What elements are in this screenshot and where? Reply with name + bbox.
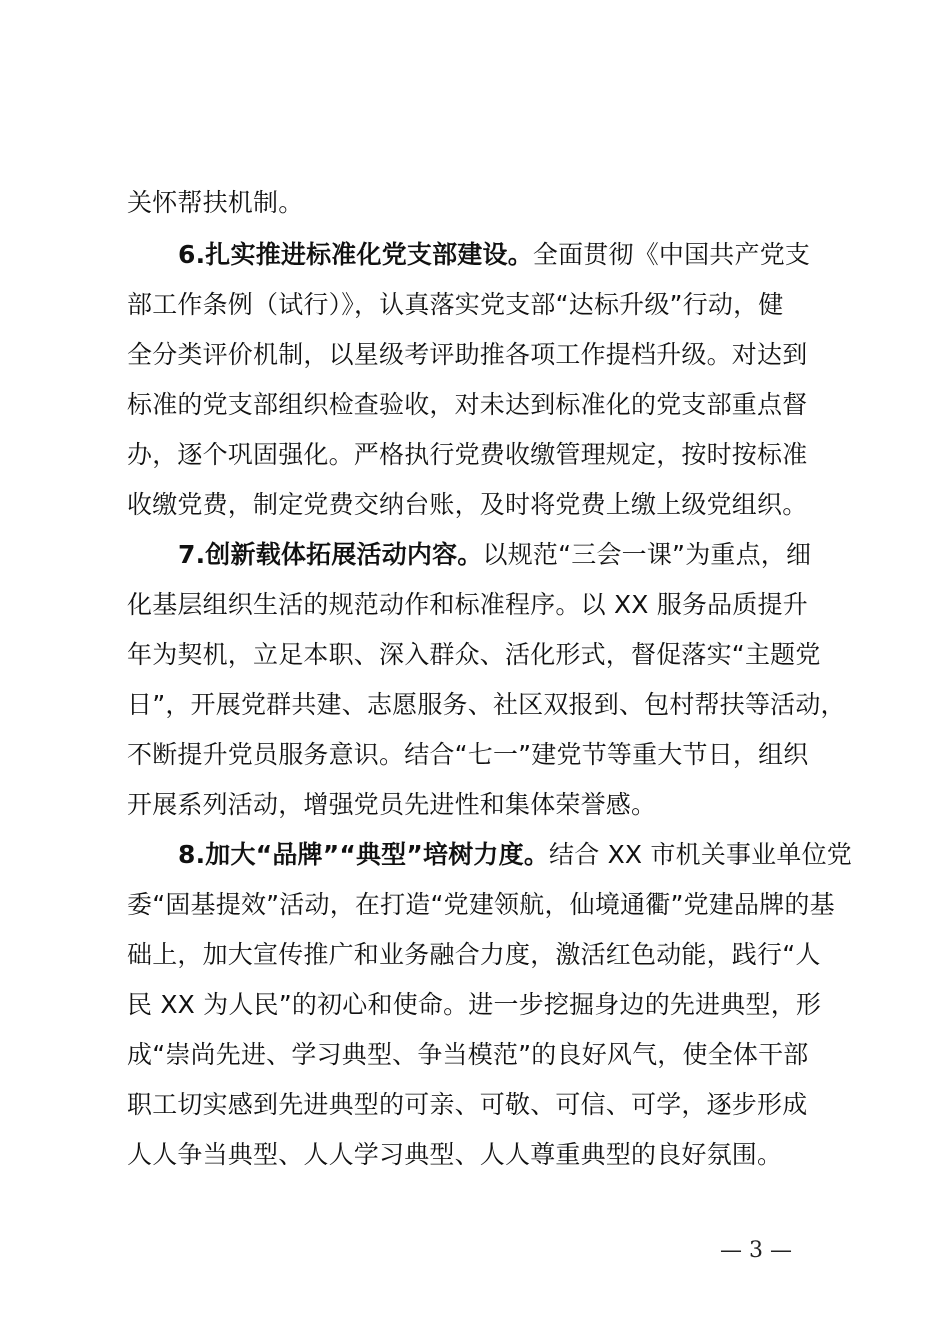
body-text-line: 全分类评价机制，以星级考评助推各项工作提档升级。对达到: [127, 340, 808, 369]
body-text-line: 年为契机，立足本职、深入群众、活化形式，督促落实“主题党: [127, 640, 821, 669]
body-text-line: 办，逐个巩固强化。严格执行党费收缴管理规定，按时按标准: [127, 440, 808, 469]
body-text-inline: 全面贯彻《中国共产党支: [532, 240, 811, 269]
section-8-first-line: [178, 840, 852, 870]
body-text-line: 标准的党支部组织检查验收，对未达到标准化的党支部重点督: [127, 390, 808, 419]
body-text-line: 开展系列活动，增强党员先进性和集体荣誉感。: [127, 790, 657, 819]
body-text-line: 民 XX 为人民”的初心和使命。进一步挖掘身边的先进典型，形: [127, 990, 822, 1019]
body-text-inline: 结合 XX 市机关事业单位党: [549, 840, 852, 869]
body-text-line: 日”，开展党群共建、志愿服务、社区双报到、包村帮扶等活动，: [127, 690, 846, 719]
body-text-line: 成“崇尚先进、学习典型、争当模范”的良好风气，使全体干部: [127, 1040, 809, 1069]
body-text-line: 委“固基提效”活动，在打造“党建领航，仙境通衢”党建品牌的基: [127, 890, 835, 919]
body-text-inline: 以规范“三会一课”为重点，细: [482, 540, 812, 569]
page-number: — 3 —: [720, 1238, 792, 1263]
body-text-line: 收缴党费，制定党费交纳台账，及时将党费上缴上级党组织。: [127, 490, 808, 519]
body-text-line: 职工切实感到先进典型的可亲、可敬、可信、可学，逐步形成: [127, 1090, 808, 1119]
body-text-line: 础上，加大宣传推广和业务融合力度，激活红色动能，践行“人: [127, 940, 821, 969]
body-text-line: 不断提升党员服务意识。结合“七一”建党节等重大节日，组织: [127, 740, 809, 769]
body-text-line: 化基层组织生活的规范动作和标准程序。以 XX 服务品质提升: [127, 590, 808, 619]
section-heading: 7.创新载体拓展活动内容。: [178, 540, 483, 569]
section-7-first-line: [178, 540, 848, 570]
body-text-line: 关怀帮扶机制。: [127, 188, 304, 217]
body-text-line: 部工作条例（试行）》，认真落实党支部“达标升级”行动，健: [127, 290, 784, 319]
body-text-line: 人人争当典型、人人学习典型、人人尊重典型的良好氛围。: [127, 1140, 783, 1169]
section-heading: 6.扎实推进标准化党支部建设。: [178, 240, 533, 269]
section-heading: 8.加大“品牌”“典型”培树力度。: [178, 840, 550, 869]
section-6-first-line: [178, 240, 848, 270]
